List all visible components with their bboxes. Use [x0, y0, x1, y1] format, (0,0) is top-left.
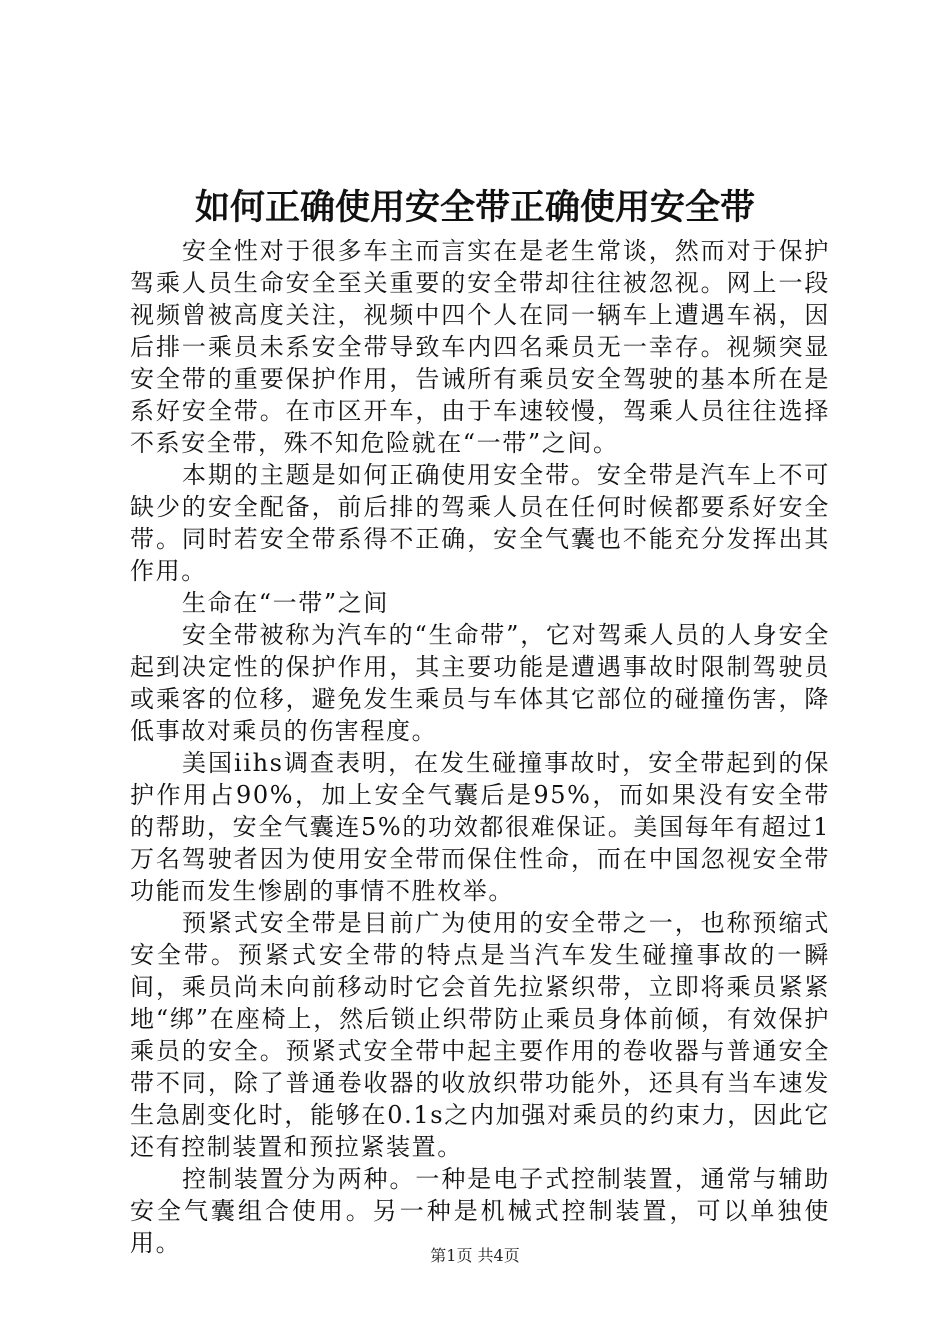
paragraph: 安全性对于很多车主而言实在是老生常谈，然而对于保护驾乘人员生命安全至关重要的安全带却往往被忽视。网上一段视频曾被高度关注，视频中四个人在同一辆车上遭遇车祸，因后排一乘员未系安全带导致车内四名乘员无一幸存。视频突显安全带的重要保护作用，告诫所有乘员安全驾驶的基本所在是系好安全带。在市区开车，由于车速较慢，驾乘人员往往选择不系安全带，殊不知危险就在“一带”之间。	[130, 237, 830, 457]
page-number-footer: 第1页 共4页	[430, 1246, 520, 1265]
document-title: 如何正确使用安全带正确使用安全带	[194, 187, 755, 228]
paragraph: 美国iihs调查表明，在发生碰撞事故时，安全带起到的保护作用占90%，加上安全气囊后是95%，而如果没有安全带的帮助，安全气囊连5%的功效都很难保证。美国每年有超过1万名驾驶者因为使用安全带而保住性命，而在中国忽视安全带功能而发生惨剧的事情不胜枚举。	[130, 749, 830, 905]
paragraph: 预紧式安全带是目前广为使用的安全带之一，也称预缩式安全带。预紧式安全带的特点是当汽车发生碰撞事故的一瞬间，乘员尚未向前移动时它会首先拉紧织带，立即将乘员紧紧地“绑”在座椅上，然后锁止织带防止乘员身体前倾，有效保护乘员的安全。预紧式安全带中起主要作用的卷收器与普通安全带不同，除了普通卷收器的收放织带功能外，还具有当车速发生急剧变化时，能够在0.1s之内加强对乘员的约束力，因此它还有控制装置和预拉紧装置。	[130, 909, 830, 1161]
document-body	[130, 235, 830, 1259]
paragraph: 控制装置分为两种。一种是电子式控制装置，通常与辅助安全气囊组合使用。另一种是机械式控制装置，可以单独使用。	[130, 1165, 830, 1257]
section-heading: 生命在“一带”之间	[182, 589, 389, 617]
paragraph: 本期的主题是如何正确使用安全带。安全带是汽车上不可缺少的安全配备，前后排的驾乘人员在任何时候都要系好安全带。同时若安全带系得不正确，安全气囊也不能充分发挥出其作用。	[130, 461, 830, 585]
paragraph: 安全带被称为汽车的“生命带”，它对驾乘人员的人身安全起到决定性的保护作用，其主要功能是遭遇事故时限制驾驶员或乘客的位移，避免发生乘员与车体其它部位的碰撞伤害，降低事故对乘员的伤害程度。	[130, 621, 830, 745]
